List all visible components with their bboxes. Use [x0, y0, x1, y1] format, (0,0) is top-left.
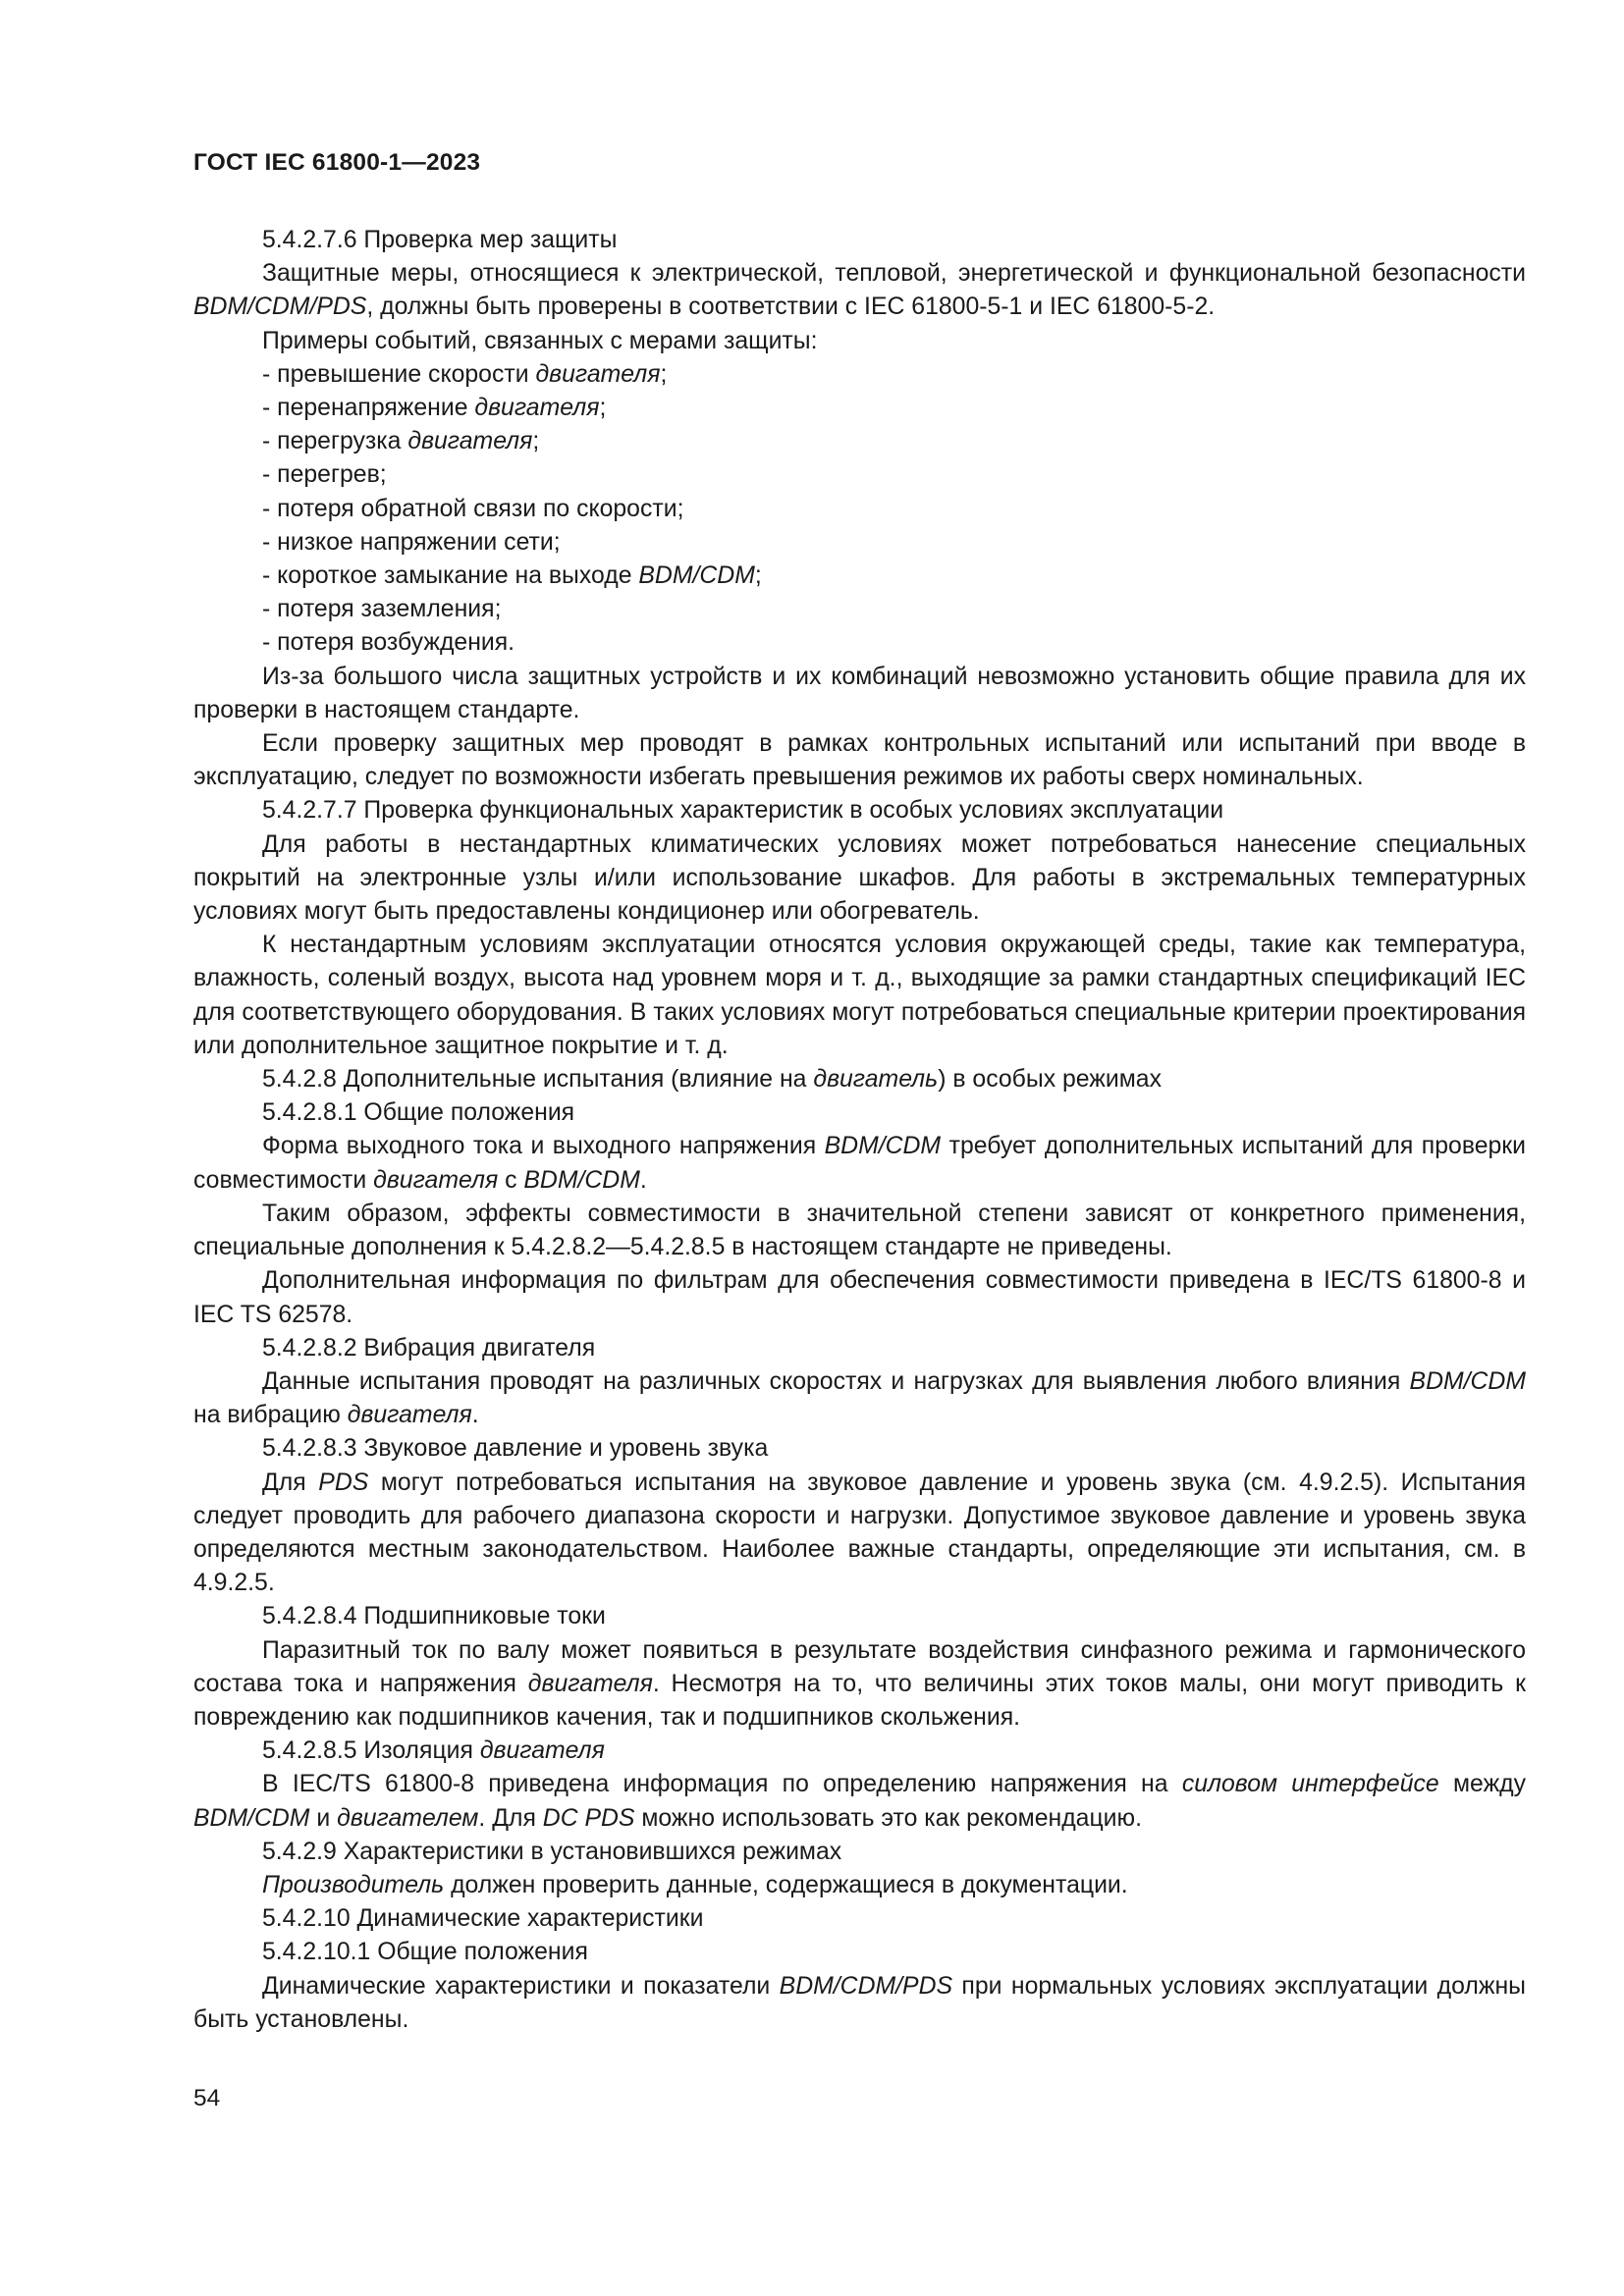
section-heading: 5.4.2.8.5 Изоляция двигателя: [262, 1737, 605, 1765]
section-5-4-2-8-1: [193, 1096, 1526, 1331]
list-item: - перегрузка двигателя;: [262, 428, 540, 455]
list-item: - потеря обратной связи по скорости;: [262, 495, 684, 522]
section-5-4-2-10-1: [193, 1936, 1526, 2037]
list-item: - низкое напряжении сети;: [262, 528, 561, 556]
list-item: - короткое замыкание на выходе BDM/CDM;: [262, 562, 762, 590]
section-heading: 5.4.2.8.3 Звуковое давление и уровень звука: [262, 1435, 769, 1463]
section-5-4-2-8-3: [193, 1432, 1526, 1600]
document-body: [193, 224, 1526, 2037]
document-header: ГОСТ IEC 61800-1—2023: [193, 149, 481, 176]
section-heading: 5.4.2.8.1 Общие положения: [262, 1099, 575, 1127]
section-heading: 5.4.2.8.2 Вибрация двигателя: [262, 1334, 596, 1362]
paragraph: Производитель должен проверить данные, содержащиеся в документации.: [262, 1871, 1128, 1898]
section-heading: 5.4.2.10.1 Общие положения: [262, 1939, 588, 1966]
paragraph: К нестандартным условиям эксплуатации относятся условия окружающей среды, такие как температура, влажность, соленый воздух, высота над уровнем моря и т. д., выходящие за рамки стандартных спецификаций IEC для соответствующего оборудования. В таких условиях могут потребоваться специальные критерии проектирования или дополнительное защитное покрытие и т. д.: [193, 932, 1526, 1059]
list-item: - потеря возбуждения.: [262, 629, 515, 657]
page-number: 54: [193, 2085, 221, 2111]
section-heading: 5.4.2.10 Динамические характеристики: [262, 1905, 704, 1933]
list-item: - перегрев;: [262, 461, 387, 489]
section-heading: 5.4.2.8 Дополнительные испытания (влияние на двигатель) в особых режимах: [262, 1066, 1162, 1094]
section-heading: 5.4.2.8.4 Подшипниковые токи: [262, 1603, 606, 1630]
section-heading: 5.4.2.7.6 Проверка мер защиты: [262, 227, 618, 253]
paragraph: Для PDS могут потребоваться испытания на звуковое давление и уровень звука (см. 4.9.2.5). Испытания следует проводить для рабочего диапазона скорости и нагрузки. Допустимое звуковое давление и уровень звука определяются местным законодательством. Наиболее важные стандарты, определяющие эти испытания, см. в 4.9.2.5.: [193, 1468, 1526, 1597]
section-5-4-2-10: [193, 1902, 1526, 1936]
paragraph: Данные испытания проводят на различных скоростях и нагрузках для выявления любого влияния BDM/CDM на вибрацию двигателя.: [193, 1367, 1526, 1429]
section-5-4-2-7-7: [193, 794, 1526, 1063]
paragraph: В IEC/TS 61800-8 приведена информация по определению напряжения на силовом интерфейсе между BDM/CDM и двигателем. Для DC PDS можно использовать это как рекомендацию.: [193, 1771, 1527, 1832]
paragraph: Динамические характеристики и показатели BDM/CDM/PDS при нормальных условиях эксплуатации должны быть установлены.: [193, 1972, 1526, 2033]
paragraph: Таким образом, эффекты совместимости в значительной степени зависят от конкретного применения, специальные дополнения к 5.4.2.8.2—5.4.2.8.5 в настоящем стандарте не приведены.: [193, 1200, 1526, 1261]
section-5-4-2-7-6: [193, 224, 1526, 794]
section-5-4-2-8-4: [193, 1600, 1526, 1735]
list-item: - потеря заземления;: [262, 596, 502, 623]
paragraph: Для работы в нестандартных климатических условиях может потребоваться нанесение специальных покрытий на электронные узлы и/или использование шкафов. Для работы в экстремальных температурных условиях могут быть предоставлены кондиционер или обогреватель.: [193, 830, 1526, 926]
paragraph: Если проверку защитных мер проводят в рамках контрольных испытаний или испытаний при вводе в эксплуатацию, следует по возможности избегать превышения режимов их работы сверх номинальных.: [193, 730, 1526, 791]
section-5-4-2-8-2: [193, 1332, 1526, 1433]
section-5-4-2-8-5: [193, 1735, 1526, 1836]
paragraph: Форма выходного тока и выходного напряжения BDM/CDM требует дополнительных испытаний для проверки совместимости двигателя с BDM/CDM.: [193, 1133, 1526, 1194]
paragraph: Защитные меры, относящиеся к электрической, тепловой, энергетической и функциональной безопасности BDM/CDM/PDS, должны быть проверены в соответствии с IEC 61800-5-1 и IEC 61800-5-2.: [193, 260, 1526, 321]
section-heading: 5.4.2.9 Характеристики в установившихся режимах: [262, 1838, 842, 1865]
section-5-4-2-8: [193, 1063, 1526, 1096]
section-heading: 5.4.2.7.7 Проверка функциональных характеристик в особых условиях эксплуатации: [262, 797, 1224, 825]
section-5-4-2-9: [193, 1836, 1526, 1902]
list-item: - перенапряжение двигателя;: [262, 395, 607, 422]
paragraph: Паразитный ток по валу может появиться в результате воздействия синфазного режима и гармонического состава тока и напряжения двигателя. Несмотря на то, что величины этих токов малы, они могут приводить к повреждению как подшипников качения, так и подшипников скольжения.: [193, 1636, 1527, 1731]
protection-events-list: [193, 358, 1526, 661]
paragraph: Дополнительная информация по фильтрам для обеспечения совместимости приведена в IEC/TS 61800-8 и IEC TS 62578.: [193, 1267, 1526, 1328]
list-item: - превышение скорости двигателя;: [262, 360, 668, 388]
list-intro: Примеры событий, связанных с мерами защиты:: [262, 327, 818, 354]
paragraph: Из-за большого числа защитных устройств и их комбинаций невозможно установить общие правила для их проверки в настоящем стандарте.: [193, 663, 1526, 723]
